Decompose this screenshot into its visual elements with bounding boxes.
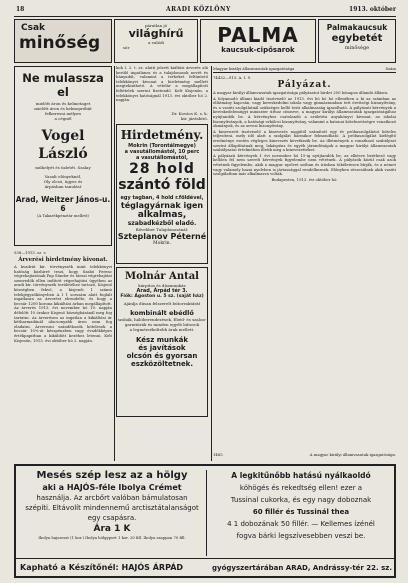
palyazat-number: 74432—913. A. I. 9. [213, 75, 252, 80]
ad-right-line3: minősége [344, 45, 370, 51]
ad-palma-right [318, 19, 396, 63]
ad-csak-line2: minőség [19, 33, 101, 53]
middle-column [116, 66, 208, 461]
molnar-name: Molnár Antal [125, 271, 199, 282]
bottom-ad-left [20, 470, 204, 556]
molnar-kombinalt2: szobák, hálóberendezések, Ebéd- és szalon- [117, 317, 207, 322]
palyazat-footer-left: 1465 [213, 452, 223, 457]
palyazat-body [213, 91, 396, 182]
ad-vilaghiru-line3: a valódi [148, 40, 164, 45]
vogel-business-sub: (A Takarékpénztár mellett) [37, 213, 89, 218]
ad-right-line2: egybetét [331, 33, 383, 44]
bottom-left-line3: használja. Az arcbőrt valóban bámulatosan [36, 494, 188, 502]
molnar-kesz: Kész munkák [135, 336, 189, 344]
vogel-addr4: árpásban tanulást [44, 184, 82, 189]
vogel-sub2: mielőtt áron és kelmepróbát [34, 106, 92, 111]
palyazat-footer-right: A magyar királyi államvasutak igazgatósága. [309, 452, 396, 457]
notice-body [14, 265, 112, 455]
ad-palma-line1: PALMA [217, 23, 299, 47]
column-rule-2 [211, 66, 212, 461]
bottom-right-line2: köhögés és rekedtség ellen! ezer a [239, 484, 363, 492]
ad-vilaghiru-line1: páratlan jó [144, 23, 167, 28]
bottom-right-line1: A legkitűnőbb hatású nyálkaoldó [231, 471, 371, 480]
middle-cont-text: kok I. 2. t. sz. alatti jelzett kiáltási árverés alá kerülő ingatlanra és a tulajdonosok nevét és hányadát, valamint a terheket feltüntető telekkönyvi kivonat a hirdetmény mellett megtekinthető. A vételár a megállapított feltételek szerint fizetendő. Kelt Kisjenőn, a telekkönyvi hatóságnál 1913. évi október hó 2. napján. [116, 66, 208, 103]
molnar-garnitura: garnitúrák és minden egyéb bútorok [124, 322, 200, 327]
bottom-footer-right: gyógyszertárában ARAD, Andrássy-tér 22. sz. [212, 564, 393, 572]
palyazat-para3: A kinevezett tisztviselő a kinevezés napjától számított egy év próbaszolgálatot köteles teljesíteni, mely idő alatt a szolgálat bármikor felmondható. A próbaszolgálat kielégítő eredménye esetén végleges kinevezés következik be. Az illetmények a vonatkozó szabályzat szerint állapíttatnak meg, lakáspénz és egyéb járandóságok a magyar királyi államvasutak szabályzatai értelmében illetik meg a kinevezetteket. [213, 129, 396, 153]
column-rule-1 [114, 66, 115, 461]
bottom-right-line3: Tussinal cukorka, és egy nagy doboznak [230, 496, 372, 504]
hirdetmeny-alkalmas: alkalmas, [137, 210, 187, 220]
hirdetmeny-mokrin-sign: Mokrin. [153, 241, 171, 246]
bottom-ad-footer-rule [16, 558, 394, 559]
middle-signature: Dr. Kovács K. s. k. [171, 111, 208, 116]
ad-vilaghiru-line2: világhírű [128, 27, 184, 40]
molnar-kombinalt: kombinált ebédlő [130, 309, 194, 317]
molnar-nagy: a legmérsékeltebb árak mellett. [129, 327, 195, 332]
hirdetmeny-ad [116, 124, 208, 264]
page-header [16, 6, 396, 16]
palyazat-para1: A magyar királyi államvasutak igazgatósága pályázatot hirdet 200 hónapos állandó állásra. [213, 91, 389, 95]
vogel-ad [14, 66, 112, 246]
palyazat-title: Pályázat. [277, 80, 332, 90]
bottom-left-price: Ára 1 K [93, 524, 131, 534]
hirdetmeny-mokrin3: a vasutállomástól, [136, 155, 188, 161]
notice-text: A kvadrát kir. törvényszék mint telekkönyvi hatóság közhírré teszi, hogy Szabó Ferenc végrehajtatónak Pap Sándor és társai végrehajtást szenvedők ellen indított végrehajtási ügyében az aradi kir. törvényszék területéhez tartozó, Kisjenő községben fekvő, a kisjenői 1 számú telekjegyzőkönyvben A I 1 sorszám alatt foglalt ingatlanra az árverést elrendelte, és hogy a becsár 1200 korona kikiáltási árban megállapított. Az árverés 1913. évi november hó 10. napján délelőtt 10 órakor Kisjenő községházánál meg fog tartatni. Az árverésen az ingatlan a kikiáltási ár kétharmadánál alacsonyabb áron nem fog eladatni. Árverezni szándékozók kötelesek a becsár 10%-át készpénzben vagy óvadékképes értékpapírban a kiküldött kezéhez letenni. Kelt Kisjenőn, 1913. évi október hó 2. napján. [14, 265, 112, 343]
notice-title: Árverési hirdetmény kivonat. [18, 257, 108, 263]
hirdetmeny-szanto: szántó föld [118, 177, 206, 193]
hirdetmeny-mokrin: Mokrin (Torontálmegye) [128, 143, 196, 149]
vogel-business: Arad, Weitzer János-u. 6 [15, 195, 111, 213]
bottom-ad-divider [206, 470, 207, 556]
right-column [213, 66, 396, 461]
molnar-ad [116, 267, 208, 417]
ad-csak-line1: Csak [21, 23, 46, 33]
bottom-left-line1: Mesés szép lesz az a hölgy [36, 470, 188, 481]
bottom-left-line4: szépíti. Eltávolít mindennemű arctisztátalanságot [25, 504, 199, 512]
vogel-addr1: műhelyét és üzletét. Szalay [35, 165, 91, 170]
vogel-headline: Ne mulassza el [22, 71, 104, 99]
bottom-right-line6: fogva bárki legszívesebben veszi be. [236, 532, 366, 540]
header-rule [14, 16, 396, 17]
palyazat-para4: A pályázati kérvények f. évi november hó 15-ig nyújtandók be, az elkésve beérkező vagy kellően fel nem szerelt kérvények figyelembe nem vétetnek. A pályázók közül csak azok vétetnek figyelembe, akik a magyar nyelvet szóban és írásban tökéletesen bírják, és a német vagy valamely hazai nyelvben is jártassággal rendelkeznek. Előnyben részesülnek akik vasúti szolgálatban már alkalmazva voltak. [213, 153, 396, 177]
bottom-ad [14, 464, 396, 578]
ad-vilaghiru [114, 19, 198, 63]
hirdetmeny-szteplanov: Szteplanov Péterné [117, 232, 207, 241]
bottom-ad-right [210, 470, 392, 556]
molnar-olcso: olcsón és gyorsan [126, 352, 198, 360]
bottom-right-line5: 4 1 dobozának 50 fillér. — Kellemes ízénél [227, 520, 375, 528]
molnar-sub: kárpitos és díszmunkás [138, 283, 186, 288]
molnar-fiok: Fiók: Ágoston u. 5 sz. (saját ház) [120, 294, 204, 299]
hirdetmeny-szabadkezbol: szabadkézből eladó. [127, 220, 197, 227]
newspaper-title: ARADI KÖZLÖNY [166, 6, 231, 13]
vogel-sub1: mielőtt áron és kelmetaget [35, 101, 91, 106]
hirdetmeny-teglagyar: téglagyárnak igen [120, 201, 204, 210]
left-column [14, 66, 112, 461]
palyazat-head [213, 66, 396, 73]
palyazat-footer [213, 452, 396, 459]
ad-right-line1: Palmakaucsuk [326, 23, 388, 32]
palyazat-head-left: Magyar királyi államvasutak igazgatósága [213, 66, 295, 71]
notice-ref: 538—1913. sz. v. [14, 250, 47, 255]
hirdetmeny-mokrin2: a vasutállomástól, 10 perc [124, 149, 200, 155]
vogel-addr3: Oly olcsó, ügyes és [43, 179, 83, 184]
palyazat-head-right: Szám [385, 66, 396, 71]
header-date: 1913. október [349, 6, 396, 13]
hirdetmeny-bovebbet: Bővebbet Tulajdonosánál: [135, 227, 189, 232]
bottom-footer-left: Kapható a Készítőnél: HAJÓS ÁRPÁD [20, 563, 184, 572]
palyazat-para5: Budapesten, 1913. évi október hó. [271, 177, 338, 182]
hirdetmeny-egy-tagban: egy tagban, 4 hold r.földével, [120, 195, 204, 201]
ad-palma-line2: kaucsuk-cipősarok [221, 46, 295, 54]
molnar-addr: Arad, Árpád tér 3. [136, 288, 188, 294]
bottom-left-line5: egy csapásra. [87, 514, 137, 522]
ad-palma [200, 19, 316, 63]
ad-csak-minoseg [14, 19, 112, 63]
middle-signature-role: kir. járásbíró. [180, 116, 208, 121]
middle-cont [116, 66, 208, 110]
vogel-small1: felkeresni mélyen [44, 111, 82, 116]
vogel-addr2: Vasalt előnyeknél, [44, 174, 82, 179]
hirdetmeny-title: Hirdetmény. [120, 128, 204, 142]
bottom-right-line4: 60 fillér és Tussinál thea [252, 508, 350, 516]
vogel-small2: a cégnél [54, 116, 72, 121]
molnar-kesz2: és javítások [138, 344, 186, 352]
molnar-ajanlja: Ajánlja dúsan felszerelt bútorraktárát [123, 301, 201, 306]
palyazat-para2: A folyamodó állami kiadó tisztviselő az 1913. évi hó hó hó ellenében a ki az számban az ellátmány kapcsán, vagy kereskedelmi iskola vagy gimnáziumban tett érettségi bizonyítvány, és a vasúti szolgálatnál szükséges kellő testi alkalmasság igazolható. A pályázati kérvények a kereskedelemügyi miniszter úrhoz címezve, a magyar királyi államvasutak igazgatóságához nyújtandók be. A kérvényhez csatolandó a születési anyakönyvi kivonat, az iskolai bizonyítványok, a hatósági erkölcsi bizonyítvány, valamint a katonai kötelezettségre vonatkozó okmányok, és az orvosi bizonyítvány. [213, 96, 396, 129]
hirdetmeny-hold: 28 hold [129, 161, 195, 177]
page-number: 18 [16, 6, 25, 13]
ad-vilaghiru-line4: sör [123, 45, 130, 50]
molnar-eszkozoltetnek: eszközöltetnek. [130, 360, 194, 368]
bottom-left-small: Ibolya hajszeszt (1 kor.) Ibolya hölgyport 1 kor. 20 fill. Ibolya szappan 70 fill. [38, 535, 186, 540]
bottom-left-line2: aki a HAJÓS-féle Ibolya Crémet [42, 483, 182, 492]
vogel-name: Vogel László [38, 128, 88, 162]
